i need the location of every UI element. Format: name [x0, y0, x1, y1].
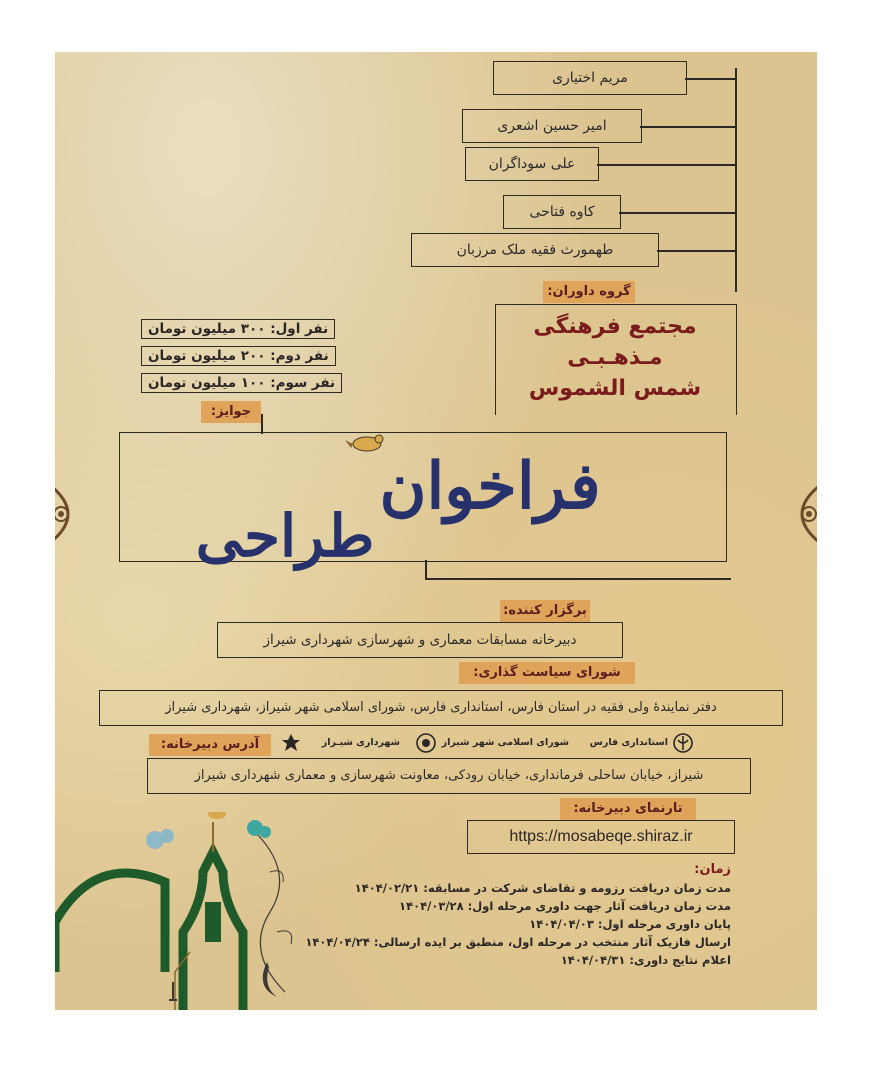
connector	[619, 212, 735, 214]
judges-connector	[735, 68, 737, 292]
organizer-label: برگزار کننده:	[503, 603, 587, 618]
schedule-item: مدت زمان دریافت آثار جهت داوری مرحله اول: ۱۴۰۴/۰۳/۲۸	[399, 899, 731, 913]
poster	[55, 52, 817, 1010]
judge-name-box	[411, 233, 659, 267]
judge-name: طهمورث فقیه ملک مرزبان	[456, 242, 614, 258]
address-label: آدرس دبیرخانه:	[160, 737, 260, 752]
schedule-item: مدت زمان دریافت رزومه و تقاضای شرکت در مسابقه: ۱۴۰۴/۰۲/۲۱	[354, 881, 731, 895]
main-title-line1: فراخوان	[379, 449, 601, 524]
logo-label: شهرداری شیـراز	[321, 737, 400, 748]
judge-name: علی سوداگران	[488, 156, 576, 172]
website-box[interactable]	[467, 820, 735, 854]
connector	[261, 414, 263, 434]
organizer-box	[217, 622, 623, 658]
policy-box	[99, 690, 783, 726]
schedule-item: اعلام نتایج داوری: ۱۴۰۴/۰۴/۳۱	[560, 953, 731, 967]
judge-name: کاوه فتاحی	[529, 204, 595, 220]
connector	[640, 126, 735, 128]
ornament-left-icon	[55, 482, 89, 546]
connector	[657, 250, 735, 252]
main-title-line2: طراحی	[195, 502, 375, 570]
schedule-item: ارسال فازیک آثار منتخب در مرحله اول، منطبق بر ایده ارسالی: ۱۴۰۴/۰۴/۲۴	[305, 935, 731, 949]
judge-name: امیر حسین اشعری	[497, 118, 607, 134]
judge-name-box	[503, 195, 621, 229]
policy-value: دفتر نمایندۀ ولی فقیه در استان فارس، استانداری فارس، شورای اسلامی شهر شیراز، شهرداری شیراز	[165, 700, 717, 715]
connector	[425, 578, 731, 580]
schedule-label: زمان:	[694, 862, 731, 877]
connector	[685, 78, 735, 80]
organization-line3: شمس الشموس	[528, 376, 702, 401]
address-box	[147, 758, 751, 794]
logo-label: استانداری فارس	[589, 737, 668, 748]
judge-name-box	[493, 61, 687, 95]
council-emblem-icon	[415, 732, 437, 754]
website-url[interactable]: https://mosabeqe.shiraz.ir	[509, 828, 693, 845]
ornament-right-icon	[781, 482, 817, 546]
bird-icon	[345, 430, 389, 456]
prize-first: نفر اول: ۳۰۰ میلیون تومان	[141, 319, 335, 339]
judges-label: گروه داوران:	[547, 284, 631, 299]
policy-label: شورای سیاست گذاری:	[473, 665, 621, 680]
emblem-icon	[672, 732, 694, 754]
judge-name-box	[462, 109, 642, 143]
judge-name-box	[465, 147, 599, 181]
website-label: تارنمای دبیرخانه:	[573, 801, 683, 816]
judge-name: مریم اختیاری	[552, 70, 628, 86]
connector	[597, 164, 735, 166]
organization-line2: مـذهـبـی	[567, 345, 663, 370]
schedule-item: پایان داوری مرحله اول: ۱۴۰۴/۰۴/۰۳	[529, 917, 731, 931]
connector	[425, 560, 427, 580]
municipality-emblem-icon	[280, 732, 302, 754]
organization-line1: مجتمع فرهنگی	[533, 314, 697, 339]
prize-third: نفر سوم: ۱۰۰ میلیون تومان	[141, 373, 342, 393]
mosque-illustration-icon	[55, 812, 315, 1010]
logo-label: شورای اسلامی شهر شیراز	[441, 737, 569, 748]
prize-second: نفر دوم: ۲۰۰ میلیون تومان	[141, 346, 336, 366]
prizes-label: جوایز:	[210, 404, 252, 419]
address-value: شیراز، خیابان ساحلی فرمانداری، خیابان رودکی، معاونت شهرسازی و معماری شهرداری شیراز	[194, 768, 704, 783]
organizer-value: دبیرخانه مسابقات معماری و شهرسازی شهرداری شیراز	[263, 632, 577, 648]
